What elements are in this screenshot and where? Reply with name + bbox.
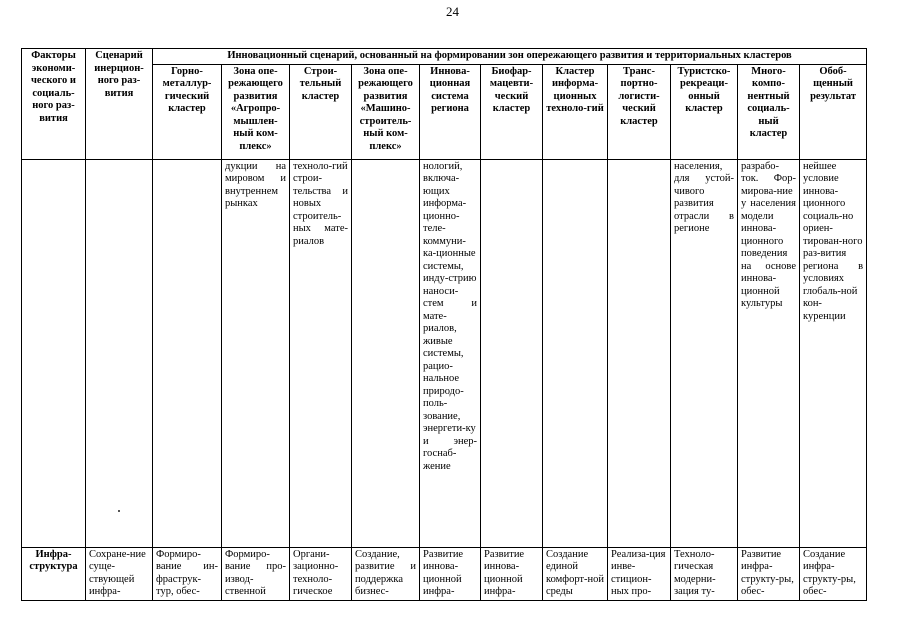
row-label-infrastructure: Инфра-структура bbox=[22, 547, 86, 600]
cell: Техноло-гическая модерни-зация ту- bbox=[671, 547, 738, 600]
cell: Реализа-ция инве-стицион-ных про- bbox=[608, 547, 671, 600]
cell: Развитие иннова-ционной инфра- bbox=[481, 547, 543, 600]
cell bbox=[22, 159, 86, 547]
header-row-top bbox=[22, 49, 867, 65]
header-machine-zone: Зона опе-режающего развития «Машино-строитель-ный ком-плекс» bbox=[352, 64, 420, 159]
page-number: 24 bbox=[446, 4, 459, 19]
header-factors: Факторы экономи-ческого и социаль-ного раз-вития bbox=[22, 49, 86, 160]
header-transport-cluster: Транс-портно-логисти-ческий кластер bbox=[608, 64, 671, 159]
cell: разрабо-ток. Фор-мирова-ние у населения модели иннова-ционного поведения на основе иннова-ционной культуры bbox=[738, 159, 800, 547]
scenario-table bbox=[21, 48, 867, 601]
cell bbox=[543, 159, 608, 547]
cell: Развитие инфра-структу-ры, обес- bbox=[738, 547, 800, 600]
table-row-continuation bbox=[22, 159, 867, 547]
cell: нологий, включа-ющих информа-ционно-теле-коммуни-ка-ционные системы, инду-стрию наноси-стем и мате-риалов, живые системы, рацио-нальное природо-поль-зование, энергети-ку и энер-госнаб-жение bbox=[420, 159, 481, 547]
cell bbox=[608, 159, 671, 547]
cell: дукции на мировом и внутреннем рынках bbox=[222, 159, 290, 547]
cell bbox=[86, 159, 153, 547]
scan-speck bbox=[118, 510, 120, 512]
cell: Формиро-вание про-извод-ственной bbox=[222, 547, 290, 600]
header-innovative-scenario: Инновационный сценарий, основанный на формировании зон опережающего развития и территориальных кластеров bbox=[153, 49, 867, 65]
header-agro-zone: Зона опе-режающего развития «Агропро-мышлен-ный ком-плекс» bbox=[222, 64, 290, 159]
header-innovation-system: Иннова-ционная система региона bbox=[420, 64, 481, 159]
cell: Создание единой комфорт-ной среды bbox=[543, 547, 608, 600]
header-construction-cluster: Строи-тельный кластер bbox=[290, 64, 352, 159]
cell: нейшее условие иннова-ционного социаль-но ориен-тирован-ного раз-вития региона в условиях глобаль-ной кон-куренции bbox=[800, 159, 867, 547]
header-social-cluster: Много-компо-нентный социаль-ный кластер bbox=[738, 64, 800, 159]
header-tourism-cluster: Туристско-рекреаци-онный кластер bbox=[671, 64, 738, 159]
cell: Органи-зационно-техноло-гическое bbox=[290, 547, 352, 600]
header-biopharma-cluster: Биофар-мацевти-ческий кластер bbox=[481, 64, 543, 159]
cell: Формиро-вание ин-фраструк-тур, обес- bbox=[153, 547, 222, 600]
header-it-cluster: Кластер информа-ционных техноло-гий bbox=[543, 64, 608, 159]
cell bbox=[352, 159, 420, 547]
cell: Создание инфра-структу-ры, обес- bbox=[800, 547, 867, 600]
header-result: Обоб-щенный результат bbox=[800, 64, 867, 159]
cell bbox=[153, 159, 222, 547]
table-row-infrastructure bbox=[22, 547, 867, 600]
cell: техноло-гий строи-тельства и новых строитель-ных мате-риалов bbox=[290, 159, 352, 547]
cell: Сохране-ние суще-ствующей инфра- bbox=[86, 547, 153, 600]
cell bbox=[481, 159, 543, 547]
cell: населения, для устой-чивого развития отрасли в регионе bbox=[671, 159, 738, 547]
cell: Создание, развитие и поддержка бизнес- bbox=[352, 547, 420, 600]
header-mining-cluster: Горно-металлур-гический кластер bbox=[153, 64, 222, 159]
header-inertial-scenario: Сценарий инерцион-ного раз-вития bbox=[86, 49, 153, 160]
cell: Развитие иннова-ционной инфра- bbox=[420, 547, 481, 600]
